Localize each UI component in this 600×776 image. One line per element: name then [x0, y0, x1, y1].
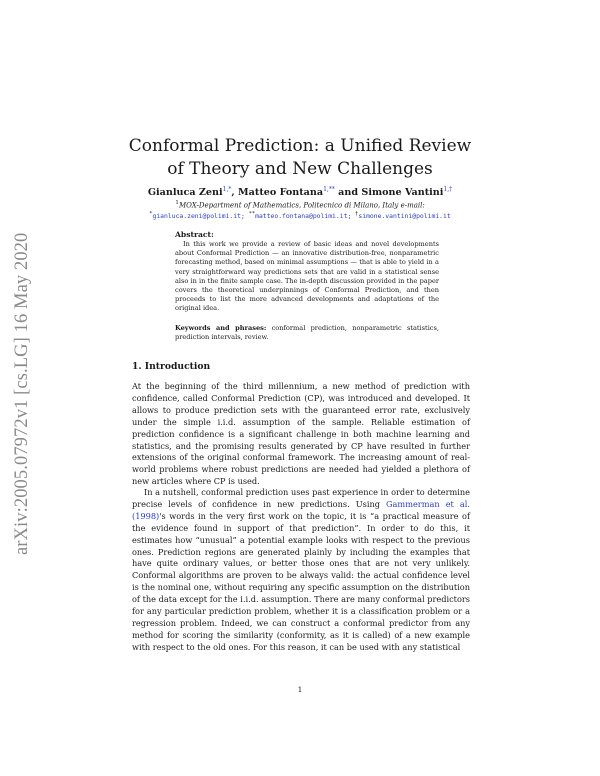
- abstract-body: In this work we provide a review of basic ideas and novel developments about Conformal Prediction — an innovative distribution-free, nonparametric forecasting method, based on minimal assumptions — that is able to yield in a very straightforward way predictions sets that are valid in a statistical sense also in in the finite sample case. The in-depth discussion provided in the paper covers the theoretical underpinnings of Conformal Prediction, and then proceeds to list the more advanced developments and adaptations of the original idea.: [175, 240, 439, 313]
- intro-paragraph-1: At the beginning of the third millennium, a new method of prediction with confidence, called Conformal Prediction (CP), was introduced and developed. It allows to produce prediction sets with the guaranteed error rate, exclusively under the simple i.i.d. assumption of the sample. Reliable estimation of prediction confidence is a significant challenge in both machine learning and statistics, and the promising results generated by CP have resulted in further extensions of the original conformal framework. The increasing amount of real-world problems where robust predictions are needed had yielded a plethora of new articles where CP is used.: [132, 381, 470, 487]
- author-1: Gianluca Zeni: [147, 187, 223, 199]
- author-2: Matteo Fontana: [238, 187, 324, 199]
- author-3-mark: 1,†: [443, 186, 453, 193]
- paper-title: [0, 135, 600, 181]
- author-list: Gianluca Zeni$^{1,*}$, Matteo Fontana$^{1,**}$ and Simone Vantini$^{1,\dagger}$: [147, 186, 453, 199]
- intro-paragraph-2-start: In a nutshell, conformal prediction uses past experience in order to determine precise levels of confidence in new predictions. Using: [132, 487, 470, 509]
- intro-paragraph-2-rest: 's words in the very first work on the topic, it is “a practical measure of the evidence found in support of that prediction”. In order to do this, it estimates how “unusual” a potential example looks with respect to the previous ones. Prediction regions are generated plainly by including the examples that have quite ordinary values, or better those ones that are not very unlikely. Conformal algorithms are proven to be always valid: the actual confidence level is the nominal one, without requiring any specific assumption on the distribution of the data except for the i.i.d. assumption. There are many conformal predictors for any particular prediction problem, whether it is a classification problem or a regression problem. Indeed, we can construct a conformal predictor from any method for scoring the similarity (conformity, as it is called) of a new example with respect to the old ones. For this reason, it can be used with any statistical: [132, 510, 470, 652]
- affiliation-mark: 1: [175, 200, 179, 206]
- author-1-mark: 1,*: [222, 186, 232, 193]
- keywords-label: Keywords and phrases:: [175, 324, 267, 332]
- email-1-mark: *: [149, 211, 153, 217]
- email-1-link[interactable]: gianluca.zeni@polimi.it;: [152, 212, 245, 221]
- author-3: Simone Vantini: [361, 187, 444, 199]
- page-number: 1: [297, 685, 303, 694]
- author-2-mark: 1,**: [323, 186, 335, 193]
- keywords: [175, 324, 439, 342]
- keywords-text: conformal prediction, nonparametric statistics, prediction intervals, review.: [175, 324, 439, 342]
- citation-link[interactable]: Gammerman et al. (1998): [132, 498, 470, 521]
- intro-paragraph-2: [132, 487, 470, 654]
- affiliation-text: MOX-Department of Mathematics, Politecnico di Milano, Italy e-mail:: [178, 201, 425, 210]
- title-line-1: Conformal Prediction: a Unified Review: [128, 136, 472, 156]
- email-list: [0, 211, 600, 220]
- email-3-link[interactable]: simone.vantini@polimi.it: [358, 212, 451, 221]
- author-connector: and: [338, 187, 359, 199]
- section-heading-introduction: 1. Introduction: [132, 361, 211, 372]
- email-2-mark: **: [248, 211, 256, 217]
- email-2-link[interactable]: matteo.fontana@polimi.it;: [255, 212, 352, 221]
- title-line-2: of Theory and New Challenges: [167, 159, 433, 179]
- arxiv-identifier-stamp: arXiv:2005.07972v1 [cs.LG] 16 May 2020: [12, 232, 32, 555]
- abstract-heading: Abstract:: [175, 230, 214, 239]
- email-3-mark: †: [355, 211, 359, 217]
- affiliation: [0, 200, 600, 209]
